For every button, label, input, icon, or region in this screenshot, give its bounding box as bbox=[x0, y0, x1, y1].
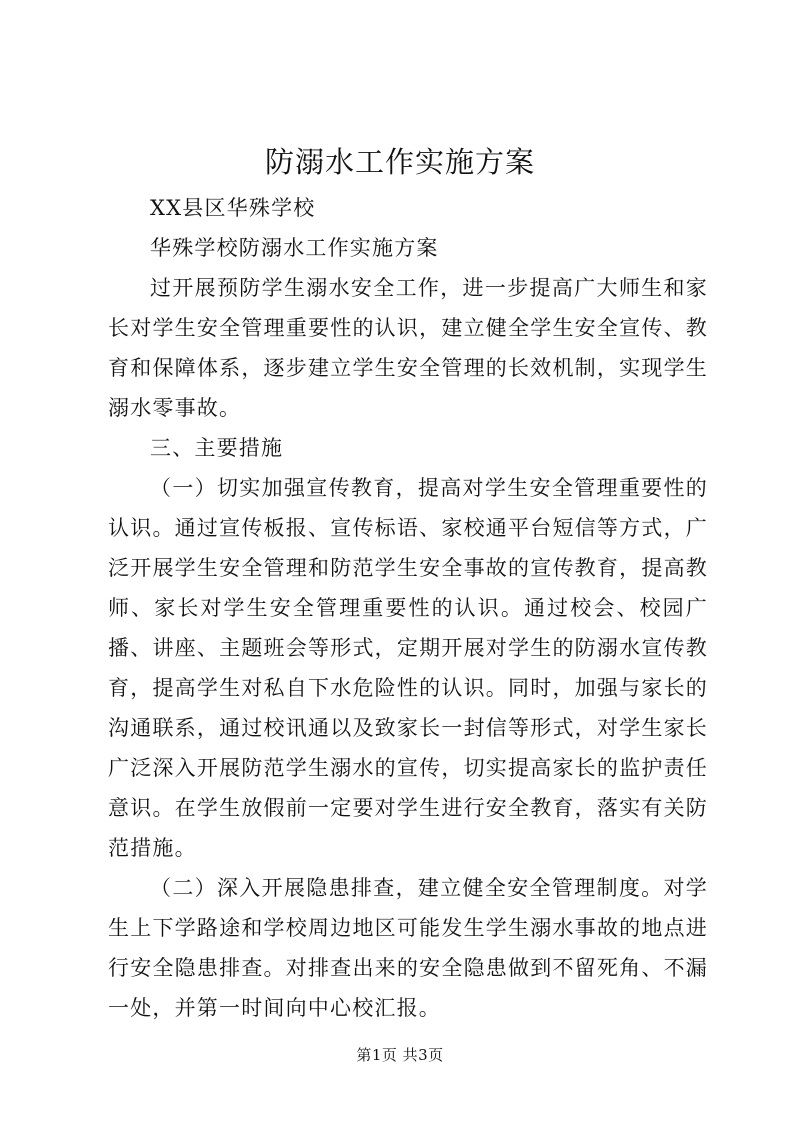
section-heading: 三、主要措施 bbox=[150, 436, 284, 460]
school-name: XX县区华殊学校 bbox=[150, 196, 316, 220]
paragraph-measure-2: （二）深入开展隐患排查，建立健全安全管理制度。对学生上下学路途和学校周边地区可能发生学生溺水事故的地点进行安全隐患排查。对排查出来的安全隐患做到不留死角、不漏一处，并第一时间向中心校汇报。 bbox=[108, 876, 708, 1020]
document-body bbox=[108, 188, 708, 1028]
subtitle: 华殊学校防溺水工作实施方案 bbox=[150, 236, 439, 260]
paragraph-purpose: 过开展预防学生溺水安全工作，进一步提高广大师生和家长对学生安全管理重要性的认识，建立健全学生安全宣传、教育和保障体系，逐步建立学生安全管理的长效机制，实现学生溺水零事故。 bbox=[108, 276, 708, 420]
page-footer: 第1页 共3页 bbox=[356, 1046, 444, 1064]
paragraph-measure-1: （一）切实加强宣传教育，提高对学生安全管理重要性的认识。通过宣传板报、宣传标语、家校通平台短信等方式，广泛开展学生安全管理和防范学生安全事故的宣传教育，提高教师、家长对学生安全管理重要性的认识。通过校会、校园广播、讲座、主题班会等形式，定期开展对学生的防溺水宣传教育，提高学生对私自下水危险性的认识。同时，加强与家长的沟通联系，通过校讯通以及致家长一封信等形式，对学生家长广泛深入开展防范学生溺水的宣传，切实提高家长的监护责任意识。在学生放假前一定要对学生进行安全教育，落实有关防范措施。 bbox=[108, 476, 708, 860]
document-title: 防溺水工作实施方案 bbox=[264, 145, 535, 179]
